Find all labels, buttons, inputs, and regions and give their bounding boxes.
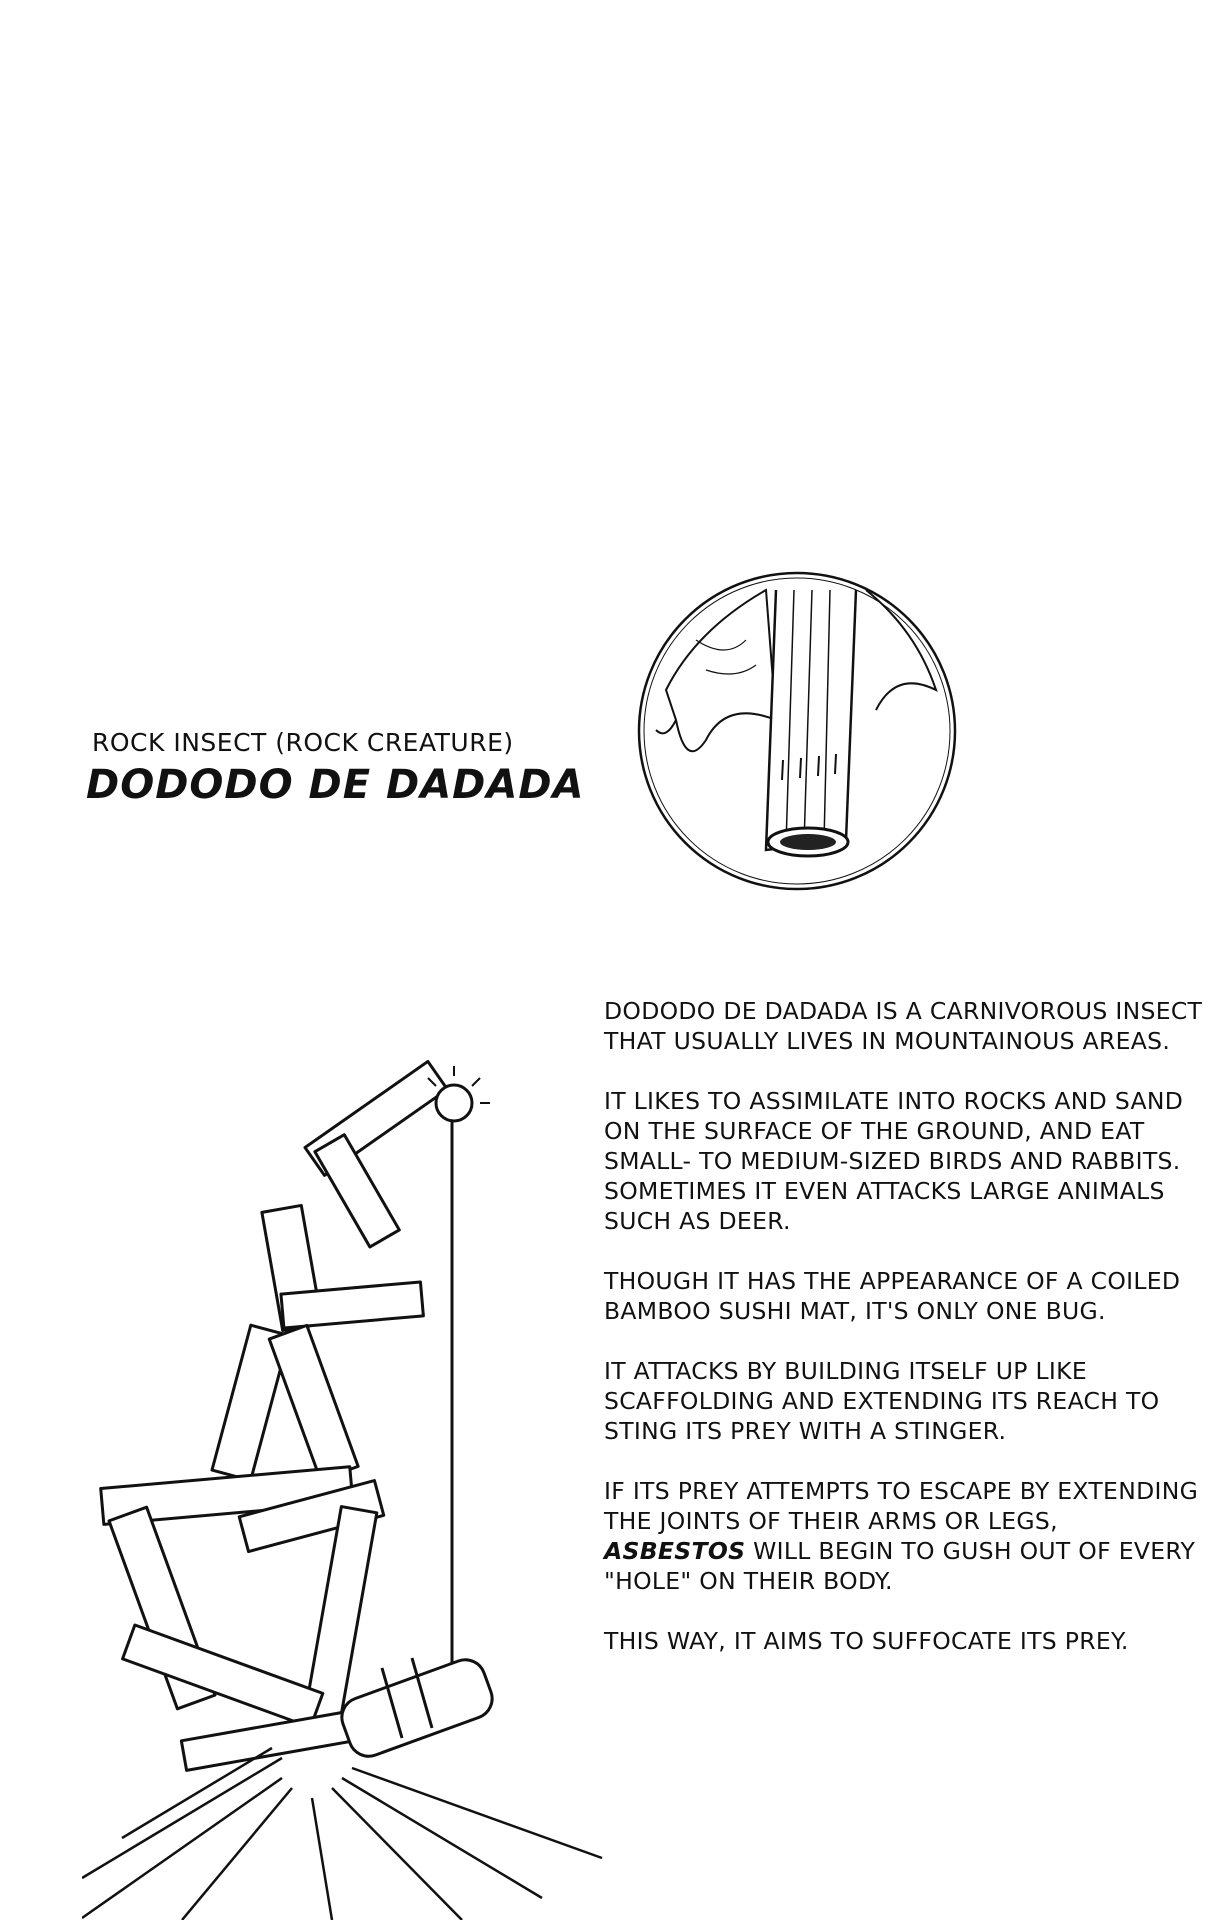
creature-subtitle: ROCK INSECT (ROCK CREATURE) [92, 728, 514, 757]
paragraph-attack: IT ATTACKS BY BUILDING ITSELF UP LIKE SCAFFOLDING AND EXTENDING ITS REACH TO STING ITS PREY WITH A STINGER. [604, 1357, 1160, 1445]
asbestos-keyword: ASBESTOS [604, 1537, 746, 1565]
creature-title: DODODO DE DADADA [86, 762, 585, 808]
asbestos-text-after: WILL BEGIN TO GUSH OUT OF EVERY "HOLE" ON THEIR BODY. [604, 1537, 1196, 1595]
paragraph-habitat: DODODO DE DADADA IS A CARNIVOROUS INSECT THAT USUALLY LIVES IN MOUNTAINOUS AREAS. [604, 997, 1203, 1055]
asbestos-text-before: IF ITS PREY ATTEMPTS TO ESCAPE BY EXTENDING THE JOINTS OF THEIR ARMS OR LEGS, [604, 1477, 1199, 1535]
scaffolding-insect-illustration [82, 1058, 642, 1920]
paragraph-suffocate: THIS WAY, IT AIMS TO SUFFOCATE ITS PREY. [604, 1627, 1129, 1655]
paragraph-appearance: THOUGH IT HAS THE APPEARANCE OF A COILED BAMBOO SUSHI MAT, IT'S ONLY ONE BUG. [604, 1267, 1181, 1325]
paragraph-asbestos [604, 1476, 1204, 1596]
stinger-closeup-illustration [636, 570, 958, 892]
paragraph-diet: IT LIKES TO ASSIMILATE INTO ROCKS AND SAND ON THE SURFACE OF THE GROUND, AND EAT SMALL- TO MEDIUM-SIZED BIRDS AND RABBITS. SOMETIMES IT EVEN ATTACKS LARGE ANIMALS SUCH AS DEER. [604, 1087, 1184, 1235]
description-text [604, 996, 1204, 1686]
